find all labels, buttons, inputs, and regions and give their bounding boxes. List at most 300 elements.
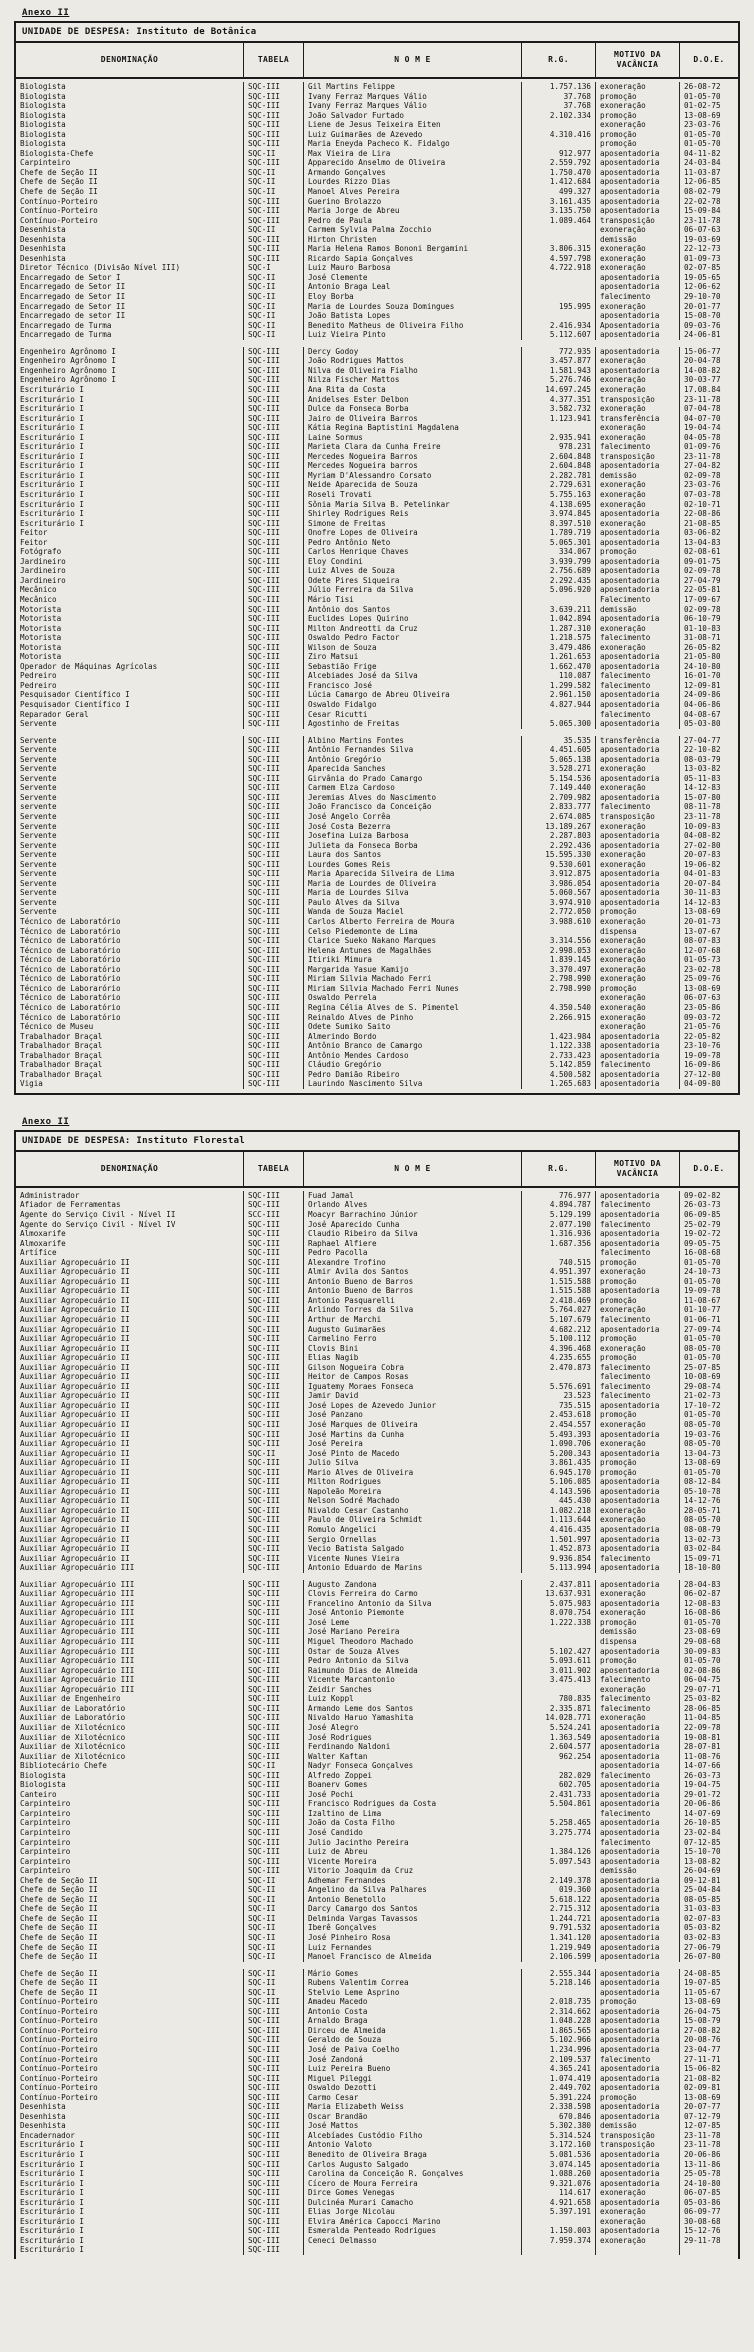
- cell-rg: 15.595.330: [522, 850, 596, 860]
- cell-motivo: aposentadoria: [596, 755, 680, 765]
- cell-nome: Jairo de Oliveira Barros: [304, 414, 522, 424]
- cell-tabela: SQC-III: [244, 965, 304, 975]
- cell-denominacao: Auxiliar de Xilotécnico: [16, 1752, 244, 1762]
- cell-motivo: promoção: [596, 1997, 680, 2007]
- cell-motivo: exoneração: [596, 225, 680, 235]
- cell-nome: Liene de Jesus Teixeira Eiten: [304, 120, 522, 130]
- cell-nome: Oswaldo Pedro Factor: [304, 633, 522, 643]
- cell-tabela: SQC-II: [244, 1914, 304, 1924]
- cell-doe: 13-08-69: [684, 1997, 721, 2007]
- cell-tabela: SQC-I: [244, 263, 304, 273]
- cell-nome: Antonio Valoto: [304, 2140, 522, 2150]
- cell-rg: 2.292.435: [522, 576, 596, 586]
- cell-rg: [522, 225, 596, 235]
- row-block: [16, 1969, 738, 2255]
- cell-doe: 29-11-78: [684, 2235, 721, 2245]
- cell-tabela: SQC-III: [244, 1704, 304, 1714]
- cell-tabela: SQC-III: [244, 1496, 304, 1506]
- cell-nome: Antônio Gregório: [304, 755, 522, 765]
- cell-nome: Cláudio Gregório: [304, 1060, 522, 1070]
- cell-nome: Moacyr Barrachino Júnior: [304, 1210, 522, 1220]
- cell-nome: Nilza Fischer Mattos: [304, 375, 522, 385]
- cell-nome: Antonio Braga Leal: [304, 282, 522, 292]
- cell-rg: 2.338.598: [522, 2102, 596, 2112]
- cell-denominacao: Auxiliar de Xilotécnico: [16, 1733, 244, 1743]
- cell-rg: 1.501.997: [522, 1535, 596, 1545]
- cell-doe: 08-02-79: [684, 187, 721, 197]
- col-header-rg: R.G.: [522, 1152, 596, 1186]
- cell-rg: 4.921.658: [522, 2198, 596, 2208]
- cell-motivo: exoneração: [596, 1420, 680, 1430]
- cell-nome: José Lopes de Azevedo Junior: [304, 1401, 522, 1411]
- cell-denominacao: Escriturário I: [16, 500, 244, 510]
- cell-motivo: exoneração: [596, 1013, 680, 1023]
- cell-tabela: SQC-III: [244, 1818, 304, 1828]
- cell-nome: Iberê Gonçalves: [304, 1923, 522, 1933]
- cell-rg: 5.065.138: [522, 755, 596, 765]
- cell-doe: 30-08-68: [684, 2216, 721, 2226]
- cell-nome: Maria Jorge de Abreu: [304, 206, 522, 216]
- cell-doe: 30-11-83: [684, 888, 721, 898]
- cell-denominacao: Contínuo-Porteiro: [16, 2045, 244, 2055]
- cell-tabela: SQC-III: [244, 652, 304, 662]
- cell-motivo: exoneração: [596, 519, 680, 529]
- cell-nome: Mercedes Nogueira barros: [304, 461, 522, 471]
- cell-motivo: aposentadoria: [596, 1229, 680, 1239]
- cell-tabela: SQC-III: [244, 681, 304, 691]
- cell-tabela: SQC-III: [244, 2121, 304, 2131]
- cell-tabela: SQC-III: [244, 614, 304, 624]
- cell-doe: 08-11-78: [684, 802, 721, 812]
- cell-denominacao: Auxiliar Agropecuário II: [16, 1401, 244, 1411]
- cell-motivo: promoção: [596, 1334, 680, 1344]
- cell-nome: Napoleão Moreira: [304, 1487, 522, 1497]
- cell-denominacao: Servente: [16, 860, 244, 870]
- cell-denominacao: Servente: [16, 888, 244, 898]
- cell-tabela: SQC-III: [244, 1515, 304, 1525]
- cell-tabela: SQC-III: [244, 92, 304, 102]
- annex-label: Anexo II: [22, 1116, 70, 1127]
- cell-rg: 5.065.300: [522, 719, 596, 729]
- cell-motivo: aposentadoria: [596, 2007, 680, 2017]
- cell-denominacao: Auxiliar Agropecuário III: [16, 1647, 244, 1657]
- cell-motivo: exoneração: [596, 822, 680, 832]
- cell-doe: 19-09-78: [684, 1286, 721, 1296]
- cell-rg: 4.951.397: [522, 1267, 596, 1277]
- cell-rg: 5.258.465: [522, 1818, 596, 1828]
- cell-tabela: SQC-III: [244, 2245, 304, 2255]
- cell-doe: 06-07-63: [684, 225, 721, 235]
- cell-doe: 15-08-70: [684, 311, 721, 321]
- cell-nome: Mário Tisi: [304, 595, 522, 605]
- cell-rg: 8.397.510: [522, 519, 596, 529]
- cell-motivo: aposentadoria: [596, 538, 680, 548]
- cell-denominacao: Auxiliar Agropecuário II: [16, 1458, 244, 1468]
- cell-tabela: SQC-III: [244, 1780, 304, 1790]
- cell-nome: Vicente Nunes Vieira: [304, 1554, 522, 1564]
- cell-tabela: SQC-III: [244, 2064, 304, 2074]
- cell-rg: [522, 423, 596, 433]
- cell-doe: 07-04-78: [684, 404, 721, 414]
- cell-rg: 1.082.218: [522, 1506, 596, 1516]
- cell-rg: 4.143.596: [522, 1487, 596, 1497]
- cell-motivo: falecimento: [596, 292, 680, 302]
- cell-motivo: transposição: [596, 216, 680, 226]
- cell-denominacao: Diretor Técnico (Divisão Nível III): [16, 263, 244, 273]
- cell-denominacao: Chefe de Seção II: [16, 1978, 244, 1988]
- cell-nome: Onofre Lopes de Oliveira: [304, 528, 522, 538]
- cell-motivo: aposentadoria: [596, 1799, 680, 1809]
- cell-rg: 962.254: [522, 1752, 596, 1762]
- cell-motivo: aposentadoria: [596, 168, 680, 178]
- cell-denominacao: Engenheiro Agrônomo I: [16, 356, 244, 366]
- cell-tabela: SQC-III: [244, 1589, 304, 1599]
- cell-denominacao: Auxiliar Agropecuário II: [16, 1535, 244, 1545]
- cell-doe: 19-02-72: [684, 1229, 721, 1239]
- cell-motivo: exoneração: [596, 120, 680, 130]
- cell-motivo: falecimento: [596, 1248, 680, 1258]
- cell-doe: 15-10-70: [684, 1847, 721, 1857]
- cell-denominacao: Auxiliar Agropecuário II: [16, 1267, 244, 1277]
- cell-tabela: SQC-III: [244, 1430, 304, 1440]
- cell-motivo: aposentadoria: [596, 869, 680, 879]
- cell-tabela: SQC-III: [244, 1003, 304, 1013]
- cell-motivo: exoneração: [596, 955, 680, 965]
- cell-nome: Roseli Trovati: [304, 490, 522, 500]
- cell-tabela: SQC-II: [244, 1904, 304, 1914]
- cell-doe: 19-09-78: [684, 1050, 721, 1060]
- cell-nome: Maria de Lourdes Souza Domingues: [304, 302, 522, 312]
- cell-tabela: SQC-III: [244, 1296, 304, 1306]
- cell-doe: 21-08-85: [684, 518, 721, 528]
- cell-nome: Pedro Antônio Neto: [304, 538, 522, 548]
- cell-motivo: aposentadoria: [596, 2083, 680, 2093]
- cell-doe: 25-07-85: [684, 1362, 721, 1372]
- cell-doe: 13-08-69: [684, 983, 721, 993]
- cell-denominacao: Contínuo-Porteiro: [16, 2064, 244, 2074]
- cell-doe: 15-06-77: [684, 346, 721, 356]
- cell-motivo: exoneração: [596, 965, 680, 975]
- cell-motivo: promoção: [596, 1296, 680, 1306]
- cell-doe: 01-05-70: [684, 1276, 721, 1286]
- cell-denominacao: Auxiliar Agropecuário II: [16, 1344, 244, 1354]
- cell-tabela: SQC-III: [244, 2102, 304, 2112]
- cell-doe: 23-03-76: [684, 120, 721, 130]
- cell-rg: 3.161.435: [522, 197, 596, 207]
- unit-name: Instituto Florestal: [136, 1135, 246, 1146]
- cell-doe: 20-07-77: [684, 2102, 721, 2112]
- cell-rg: 282.029: [522, 1771, 596, 1781]
- cell-doe: 04-06-86: [684, 700, 721, 709]
- cell-doe: 15-08-79: [684, 2016, 721, 2026]
- cell-nome: [304, 2245, 522, 2255]
- cell-nome: Sergio Ornellas: [304, 1535, 522, 1545]
- col-header-nome: N O M E: [304, 43, 522, 77]
- cell-nome: Carlos Augusto Salgado: [304, 2160, 522, 2170]
- cell-denominacao: Auxiliar Agropecuário II: [16, 1544, 244, 1554]
- cell-denominacao: Desenhista: [16, 235, 244, 245]
- cell-doe: 13-02-73: [684, 1534, 721, 1544]
- cell-nome: Itiriki Mimura: [304, 955, 522, 965]
- cell-doe: 30-09-83: [684, 1646, 721, 1656]
- cell-tabela: SQC-III: [244, 1506, 304, 1516]
- cell-denominacao: Escriturário I: [16, 414, 244, 424]
- cell-nome: Luiz Guimarães de Azevedo: [304, 130, 522, 140]
- cell-doe: 23-11-78: [684, 812, 721, 822]
- cell-motivo: aposentadoria: [596, 1079, 680, 1089]
- cell-rg: 1.865.565: [522, 2026, 596, 2036]
- cell-motivo: falecimento: [596, 671, 680, 681]
- cell-tabela: SQC-III: [244, 710, 304, 720]
- cell-nome: José Pinheiro Rosa: [304, 1933, 522, 1943]
- cell-motivo: aposentadoria: [596, 1239, 680, 1249]
- cell-denominacao: Contínuo-Porteiro: [16, 2083, 244, 2093]
- cell-motivo: falecimento: [596, 1382, 680, 1392]
- cell-tabela: SQC-III: [244, 585, 304, 595]
- cell-rg: 35.535: [522, 736, 596, 746]
- cell-tabela: SQC-III: [244, 624, 304, 634]
- cell-denominacao: Auxiliar Agropecuário II: [16, 1410, 244, 1420]
- cell-doe: 25-09-76: [684, 974, 721, 984]
- cell-denominacao: Auxiliar Agropecuário III: [16, 1685, 244, 1695]
- cell-tabela: SQC-III: [244, 907, 304, 917]
- cell-denominacao: Auxiliar Agropecuário II: [16, 1525, 244, 1535]
- cell-rg: 2.559.792: [522, 158, 596, 168]
- cell-rg: 2.453.618: [522, 1410, 596, 1420]
- cell-doe: 01-05-70: [684, 1353, 721, 1363]
- cell-tabela: SQC-III: [244, 1060, 304, 1070]
- cell-nome: Dulcinéa Murari Camacho: [304, 2198, 522, 2208]
- cell-nome: José de Paiva Coelho: [304, 2045, 522, 2055]
- cell-rg: 5.112.607: [522, 330, 596, 340]
- cell-doe: 24-09-86: [684, 690, 721, 700]
- cell-tabela: SQC-III: [244, 433, 304, 443]
- cell-tabela: SQC-III: [244, 557, 304, 567]
- cell-nome: Antonio Eduardo de Marins: [304, 1563, 522, 1573]
- cell-rg: 1.412.684: [522, 177, 596, 187]
- cell-denominacao: Escriturário I: [16, 2188, 244, 2198]
- cell-doe: 01-06-71: [684, 1314, 721, 1324]
- cell-motivo: aposentadoria: [596, 1599, 680, 1609]
- cell-tabela: SQC-III: [244, 831, 304, 841]
- cell-rg: [522, 139, 596, 149]
- cell-nome: José Pinto de Macedo: [304, 1449, 522, 1459]
- cell-doe: 22-12-73: [684, 244, 721, 254]
- cell-doe: 28-06-85: [684, 1703, 721, 1713]
- cell-tabela: SQC-III: [244, 547, 304, 557]
- cell-tabela: SQC-III: [244, 719, 304, 729]
- cell-denominacao: Biologista: [16, 82, 244, 92]
- cell-nome: Pedro Damião Ribeiro: [304, 1070, 522, 1080]
- cell-doe: 04-08-82: [684, 831, 721, 841]
- cell-tabela: SQC-III: [244, 1439, 304, 1449]
- cell-nome: Armando Gonçalves: [304, 168, 522, 178]
- cell-denominacao: Auxiliar Agropecuário III: [16, 1608, 244, 1618]
- cell-doe: 19-04-75: [684, 1780, 721, 1790]
- cell-nome: Vitorio Joaquim da Cruz: [304, 1866, 522, 1876]
- cell-nome: João Rodrigues Mattos: [304, 356, 522, 366]
- cell-doe: 15-06-82: [684, 2064, 721, 2074]
- cell-motivo: aposentadoria: [596, 793, 680, 803]
- cell-nome: Ferdinando Naldoni: [304, 1742, 522, 1752]
- cell-motivo: falecimento: [596, 710, 680, 720]
- cell-doe: 23-11-78: [684, 451, 721, 461]
- cell-rg: 8.070.754: [522, 1608, 596, 1618]
- cell-motivo: exoneração: [596, 500, 680, 510]
- cell-tabela: SQC-III: [244, 254, 304, 264]
- cell-denominacao: Biologista: [16, 139, 244, 149]
- cell-rg: 780.835: [522, 1694, 596, 1704]
- cell-motivo: aposentadoria: [596, 2226, 680, 2236]
- cell-motivo: exoneração: [596, 82, 680, 92]
- cell-motivo: exoneração: [596, 254, 680, 264]
- cell-nome: Antonio Costa: [304, 2007, 522, 2017]
- cell-rg: 3.912.875: [522, 869, 596, 879]
- cell-rg: 1.581.943: [522, 366, 596, 376]
- cell-tabela: SQC-III: [244, 500, 304, 510]
- cell-denominacao: Desenhista: [16, 2102, 244, 2112]
- cell-tabela: SQC-III: [244, 1041, 304, 1051]
- cell-denominacao: Auxiliar Agropecuário II: [16, 1468, 244, 1478]
- cell-doe: 23-08-69: [684, 1627, 721, 1637]
- cell-nome: Dulce da Fonseca Borba: [304, 404, 522, 414]
- cell-doe: 16-08-68: [684, 1248, 721, 1258]
- cell-rg: 5.093.611: [522, 1656, 596, 1666]
- cell-nome: Josefina Luiza Barbosa: [304, 831, 522, 841]
- cell-tabela: SQC-II: [244, 321, 304, 331]
- cell-nome: Ceneci Delmasso: [304, 2236, 522, 2246]
- cell-doe: 23-02-84: [684, 1827, 721, 1837]
- cell-rg: 23.523: [522, 1391, 596, 1401]
- cell-doe: 24-08-85: [684, 1968, 721, 1978]
- cell-rg: 2.077.190: [522, 1220, 596, 1230]
- cell-tabela: SQC-III: [244, 2055, 304, 2065]
- cell-rg: 4.396.468: [522, 1344, 596, 1354]
- cell-motivo: promoção: [596, 1410, 680, 1420]
- cell-motivo: aposentadoria: [596, 1647, 680, 1657]
- cell-doe: 01-05-70: [684, 1334, 721, 1344]
- cell-doe: 08-05-70: [684, 1515, 721, 1525]
- cell-doe: 13-08-69: [684, 2092, 721, 2102]
- cell-rg: 2.418.469: [522, 1296, 596, 1306]
- cell-doe: 04-08-67: [684, 709, 721, 719]
- cell-rg: 4.827.944: [522, 700, 596, 710]
- cell-tabela: SQC-III: [244, 2179, 304, 2189]
- cell-denominacao: Fotógrafo: [16, 547, 244, 557]
- cell-nome: Nilva de Oliveira Fialho: [304, 366, 522, 376]
- cell-motivo: falecimento: [596, 1554, 680, 1564]
- cell-doe: 02-08-86: [684, 1665, 721, 1675]
- cell-motivo: dispensa: [596, 927, 680, 937]
- cell-rg: [522, 1809, 596, 1819]
- cell-tabela: SQC-III: [244, 2160, 304, 2170]
- cell-rg: 1.789.719: [522, 528, 596, 538]
- cell-nome: João da Costa Filho: [304, 1818, 522, 1828]
- cell-doe: 05-11-83: [684, 773, 721, 783]
- cell-tabela: SQC-III: [244, 480, 304, 490]
- cell-tabela: SQC-III: [244, 2169, 304, 2179]
- cell-doe: 02-09-81: [684, 2083, 721, 2093]
- cell-motivo: aposentadoria: [596, 1210, 680, 1220]
- cell-rg: 1.750.470: [522, 168, 596, 178]
- cell-doe: 23-11-78: [684, 2130, 721, 2140]
- cell-doe: 29-08-68: [684, 1637, 721, 1647]
- cell-tabela: SQC-III: [244, 1599, 304, 1609]
- cell-motivo: exoneração: [596, 1515, 680, 1525]
- cell-rg: 7.149.440: [522, 783, 596, 793]
- cell-nome: Eloy Borba: [304, 292, 522, 302]
- cell-motivo: aposentadoria: [596, 1544, 680, 1554]
- cell-motivo: aposentadoria: [596, 1286, 680, 1296]
- cell-motivo: exoneração: [596, 2217, 680, 2227]
- cell-tabela: SQC-III: [244, 1809, 304, 1819]
- cell-doe: 02-07-83: [684, 1913, 721, 1923]
- cell-rg: [522, 2245, 596, 2255]
- cell-doe: 04-01-83: [684, 869, 721, 879]
- cell-motivo: aposentadoria: [596, 273, 680, 283]
- cell-denominacao: Técnico de Museu: [16, 1022, 244, 1032]
- cell-rg: 1.839.145: [522, 955, 596, 965]
- cell-denominacao: Biologista: [16, 120, 244, 130]
- cell-nome: Maria Eneyda Pacheco K. Fidalgo: [304, 139, 522, 149]
- cell-nome: Reinaldo Alves de Pinho: [304, 1013, 522, 1023]
- cell-motivo: promoção: [596, 907, 680, 917]
- cell-doe: 01-05-70: [684, 139, 721, 149]
- cell-rg: 3.479.486: [522, 643, 596, 653]
- cell-doe: 23-02-78: [684, 964, 721, 974]
- cell-nome: Antônio Branco de Camargo: [304, 1041, 522, 1051]
- cell-nome: Antonio Bueno de Barros: [304, 1277, 522, 1287]
- cell-denominacao: Encarregado de Turma: [16, 321, 244, 331]
- cell-denominacao: Técnico de Laboratório: [16, 917, 244, 927]
- cell-motivo: exoneração: [596, 1608, 680, 1618]
- cell-nome: Manoel Alves Pereira: [304, 187, 522, 197]
- cell-motivo: transposição: [596, 452, 680, 462]
- cell-denominacao: Bibliotecário Chefe: [16, 1761, 244, 1771]
- cell-doe: 13-04-83: [684, 537, 721, 547]
- cell-motivo: aposentadoria: [596, 745, 680, 755]
- cell-doe: 13-11-86: [684, 2159, 721, 2169]
- cell-nome: Luiz Fernandes: [304, 1943, 522, 1953]
- cell-doe: 12-06-62: [684, 282, 721, 292]
- cell-motivo: falecimento: [596, 2055, 680, 2065]
- cell-tabela: SQC-III: [244, 1363, 304, 1373]
- cell-rg: 1.423.984: [522, 1032, 596, 1042]
- cell-tabela: SQC-III: [244, 1372, 304, 1382]
- cell-rg: 5.391.224: [522, 2093, 596, 2103]
- cell-doe: 21-05-76: [684, 1022, 721, 1032]
- cell-denominacao: Trabalhador Braçal: [16, 1041, 244, 1051]
- cell-tabela: SQC-III: [244, 1267, 304, 1277]
- cell-tabela: SQC-III: [244, 1771, 304, 1781]
- cell-denominacao: Auxiliar Agropecuário III: [16, 1656, 244, 1666]
- cell-rg: 602.705: [522, 1780, 596, 1790]
- cell-denominacao: Auxiliar Agropecuário II: [16, 1277, 244, 1287]
- cell-doe: 20-01-73: [684, 917, 721, 927]
- cell-rg: 670.846: [522, 2112, 596, 2122]
- cell-tabela: SQC-III: [244, 216, 304, 226]
- cell-denominacao: Encarregado de Turma: [16, 330, 244, 340]
- cell-denominacao: Desenhista: [16, 2112, 244, 2122]
- vacancy-table: [14, 1130, 740, 2259]
- cell-motivo: aposentadoria: [596, 1742, 680, 1752]
- col-header-denominacao: DENOMINAÇÃO: [16, 1152, 244, 1186]
- cell-doe: 14-12-76: [684, 1496, 721, 1506]
- cell-motivo: dispensa: [596, 1637, 680, 1647]
- cell-tabela: SQC-III: [244, 1286, 304, 1296]
- cell-doe: 19-04-74: [684, 423, 721, 433]
- cell-denominacao: Técnico de Laboratório: [16, 974, 244, 984]
